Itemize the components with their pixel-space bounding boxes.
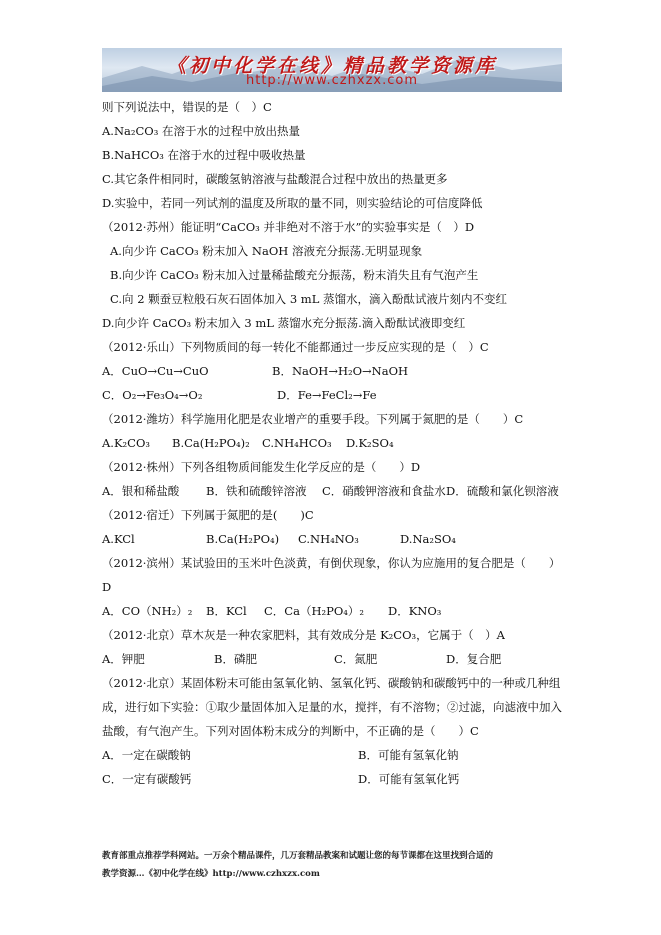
- option: C．Ca（H₂PO₄）₂: [264, 604, 364, 618]
- text-line: A.Na₂CO₃ 在溶于水的过程中放出热量: [102, 124, 300, 138]
- footer-line: 教育部重点推荐学科网站。一万余个精品课件，几万套精品教案和试题让您的每节课都在这里找到合适的: [102, 851, 494, 861]
- option: A．CO（NH₂）₂: [102, 604, 193, 618]
- text-line: B.NaHCO₃ 在溶于水的过程中吸收热量: [102, 148, 306, 162]
- footer-line: 教学资源…《初中化学在线》http://www.czhxzx.com: [102, 869, 320, 879]
- question-stem: （2012·潍坊）科学施用化肥是农业增产的重要手段。下列属于氮肥的是（ ）C: [102, 412, 524, 426]
- option: C．硝酸钾溶液和食盐水: [322, 484, 446, 498]
- option: B.Ca(H₂PO₄): [206, 532, 280, 546]
- option-row: [102, 527, 562, 551]
- option: C.NH₄NO₃: [298, 532, 359, 546]
- question-stem: （2012·宿迁）下列属于氮肥的是( )C: [102, 508, 314, 522]
- question-stem: （2012·乐山）下列物质间的每一转化不能都通过一步反应实现的是（ ）C: [102, 340, 489, 354]
- option: D.Na₂SO₄: [400, 532, 456, 546]
- option: B．NaOH→H₂O→NaOH: [272, 364, 409, 378]
- question-stem: （2012·苏州）能证明“CaCO₃ 并非绝对不溶于水”的实验事实是（ ）D: [102, 220, 475, 234]
- option-row: [102, 743, 562, 767]
- text-line: D.实验中，若同一列试剂的温度及所取的量不同，则实验结论的可信度降低: [102, 196, 483, 210]
- header-title: 《初中化学在线》精品教学资源库: [166, 55, 497, 77]
- option: C．氮肥: [334, 652, 378, 666]
- option-line: A.向少许 CaCO₃ 粉末加入 NaOH 溶液充分振荡.无明显现象: [110, 244, 423, 258]
- document-body: [102, 95, 562, 791]
- option: A.K₂CO₃: [102, 436, 150, 450]
- option: D．可能有氢氧化钙: [358, 772, 460, 786]
- option: D.K₂SO₄: [346, 436, 394, 450]
- option-row: [102, 599, 562, 623]
- option: A．一定在碳酸钠: [102, 748, 191, 762]
- option: B．可能有氢氧化钠: [358, 748, 459, 762]
- option-row: [102, 479, 562, 503]
- option: C.NH₄HCO₃: [262, 436, 332, 450]
- option-row: [102, 383, 562, 407]
- option: C．O₂→Fe₃O₄→O₂: [102, 388, 203, 402]
- question-stem: （2012·北京）某固体粉末可能由氢氧化钠、氢氧化钙、碳酸钠和碳酸钙中的一种或几种组成，进行如下实验：①取少量固体加入足量的水，搅拌，有不溶物；②过滤，向滤液中加入盐酸，有气泡产生。下列对固体粉末成分的判断中，不正确的是（ ）C: [102, 676, 562, 738]
- option: B．磷肥: [214, 652, 257, 666]
- option-row: [102, 767, 562, 791]
- option-row: [102, 431, 562, 455]
- option-line: C.向 2 颗蚕豆粒般石灰石固体加入 3 mL 蒸馏水，滴入酚酞试液片刻内不变红: [110, 292, 507, 306]
- option: A.KCl: [102, 532, 135, 546]
- question-stem: （2012·株州）下列各组物质间能发生化学反应的是（ ）D: [102, 460, 421, 474]
- text-line: 则下列说法中，错误的是（ ）C: [102, 100, 272, 114]
- option: A．钾肥: [102, 652, 145, 666]
- option: A．银和稀盐酸: [102, 484, 180, 498]
- option: A．CuO→Cu→CuO: [102, 364, 209, 378]
- option: B．铁和硫酸锌溶液: [206, 484, 307, 498]
- option: B.Ca(H₂PO₄)₂: [172, 436, 250, 450]
- text-line: C.其它条件相同时，碳酸氢钠溶液与盐酸混合过程中放出的热量更多: [102, 172, 448, 186]
- option: D．复合肥: [446, 652, 502, 666]
- option: C．一定有碳酸钙: [102, 772, 192, 786]
- option: D．KNO₃: [388, 604, 442, 618]
- option: B．KCl: [206, 604, 247, 618]
- option-row: [102, 359, 562, 383]
- header-url[interactable]: http://www.czhxzx.com: [246, 73, 418, 88]
- page-footer: [102, 847, 562, 883]
- question-stem: （2012·滨州）某试验田的玉米叶色淡黄，有倒伏现象，你认为应施用的复合肥是（ ）D: [102, 556, 561, 594]
- option-line: D.向少许 CaCO₃ 粉末加入 3 mL 蒸馏水充分振荡.滴入酚酞试液即变红: [102, 316, 466, 330]
- option-line: B.向少许 CaCO₃ 粉末加入过量稀盐酸充分振荡，粉末消失且有气泡产生: [110, 268, 479, 282]
- question-stem: （2012·北京）草木灰是一种农家肥料，其有效成分是 K₂CO₃，它属于（ ）A: [102, 628, 505, 642]
- option: D．Fe→FeCl₂→Fe: [277, 388, 377, 402]
- option: D．硫酸和氯化钡溶液: [446, 484, 559, 498]
- option-row: [102, 647, 562, 671]
- header-banner: [102, 48, 562, 92]
